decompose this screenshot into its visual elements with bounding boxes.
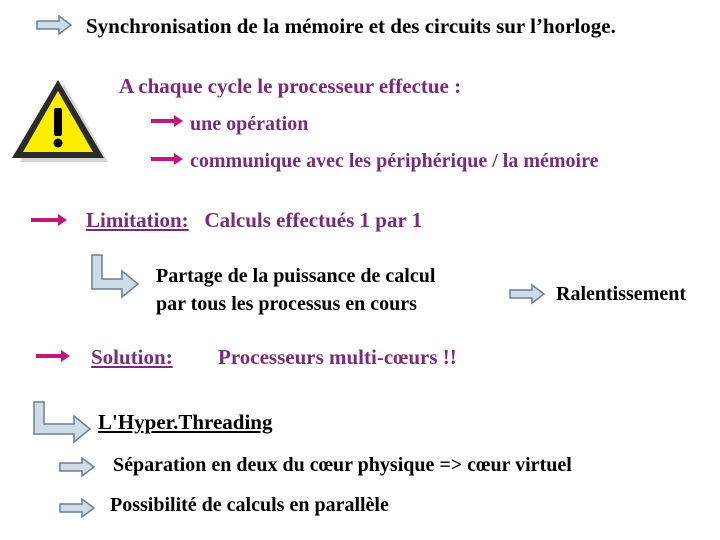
warning-triangle-icon xyxy=(6,78,110,166)
ralentissement-label: Ralentissement xyxy=(556,283,686,305)
separation-line: Séparation en deux du cœur physique => cœur virtuel xyxy=(113,454,572,476)
communication-item: communique avec les périphérique / la mémoire xyxy=(190,150,599,172)
partage-line-1: Partage de la puissance de calcul xyxy=(156,265,436,287)
partage-text xyxy=(156,262,435,318)
right-arrow-icon xyxy=(58,497,96,519)
right-arrow-icon xyxy=(30,212,68,228)
sync-line: Synchronisation de la mémoire et des circuits sur l’horloge. xyxy=(86,14,616,38)
right-arrow-icon xyxy=(150,151,184,167)
down-right-return-arrow-icon xyxy=(88,253,140,299)
hyperthreading-title: L'Hyper.Threading xyxy=(98,410,273,434)
right-arrow-icon xyxy=(150,113,184,129)
solution-label: Solution: xyxy=(91,345,173,369)
partage-line-2: par tous les processus en cours xyxy=(156,293,417,315)
right-arrow-icon xyxy=(508,283,546,305)
limitation-label: Limitation: xyxy=(86,208,189,232)
right-arrow-icon xyxy=(35,348,71,364)
solution-text: Processeurs multi-cœurs !! xyxy=(218,345,457,369)
limitation-line xyxy=(86,208,422,233)
cycle-intro: A chaque cycle le processeur effectue : xyxy=(119,74,462,98)
limitation-text: Calculs effectués 1 par 1 xyxy=(204,208,423,232)
operation-item: une opération xyxy=(190,113,309,135)
right-arrow-icon xyxy=(58,456,96,478)
right-arrow-icon xyxy=(35,14,73,36)
parallele-line: Possibilité de calculs en parallèle xyxy=(110,494,389,516)
down-right-return-arrow-icon xyxy=(30,400,92,444)
